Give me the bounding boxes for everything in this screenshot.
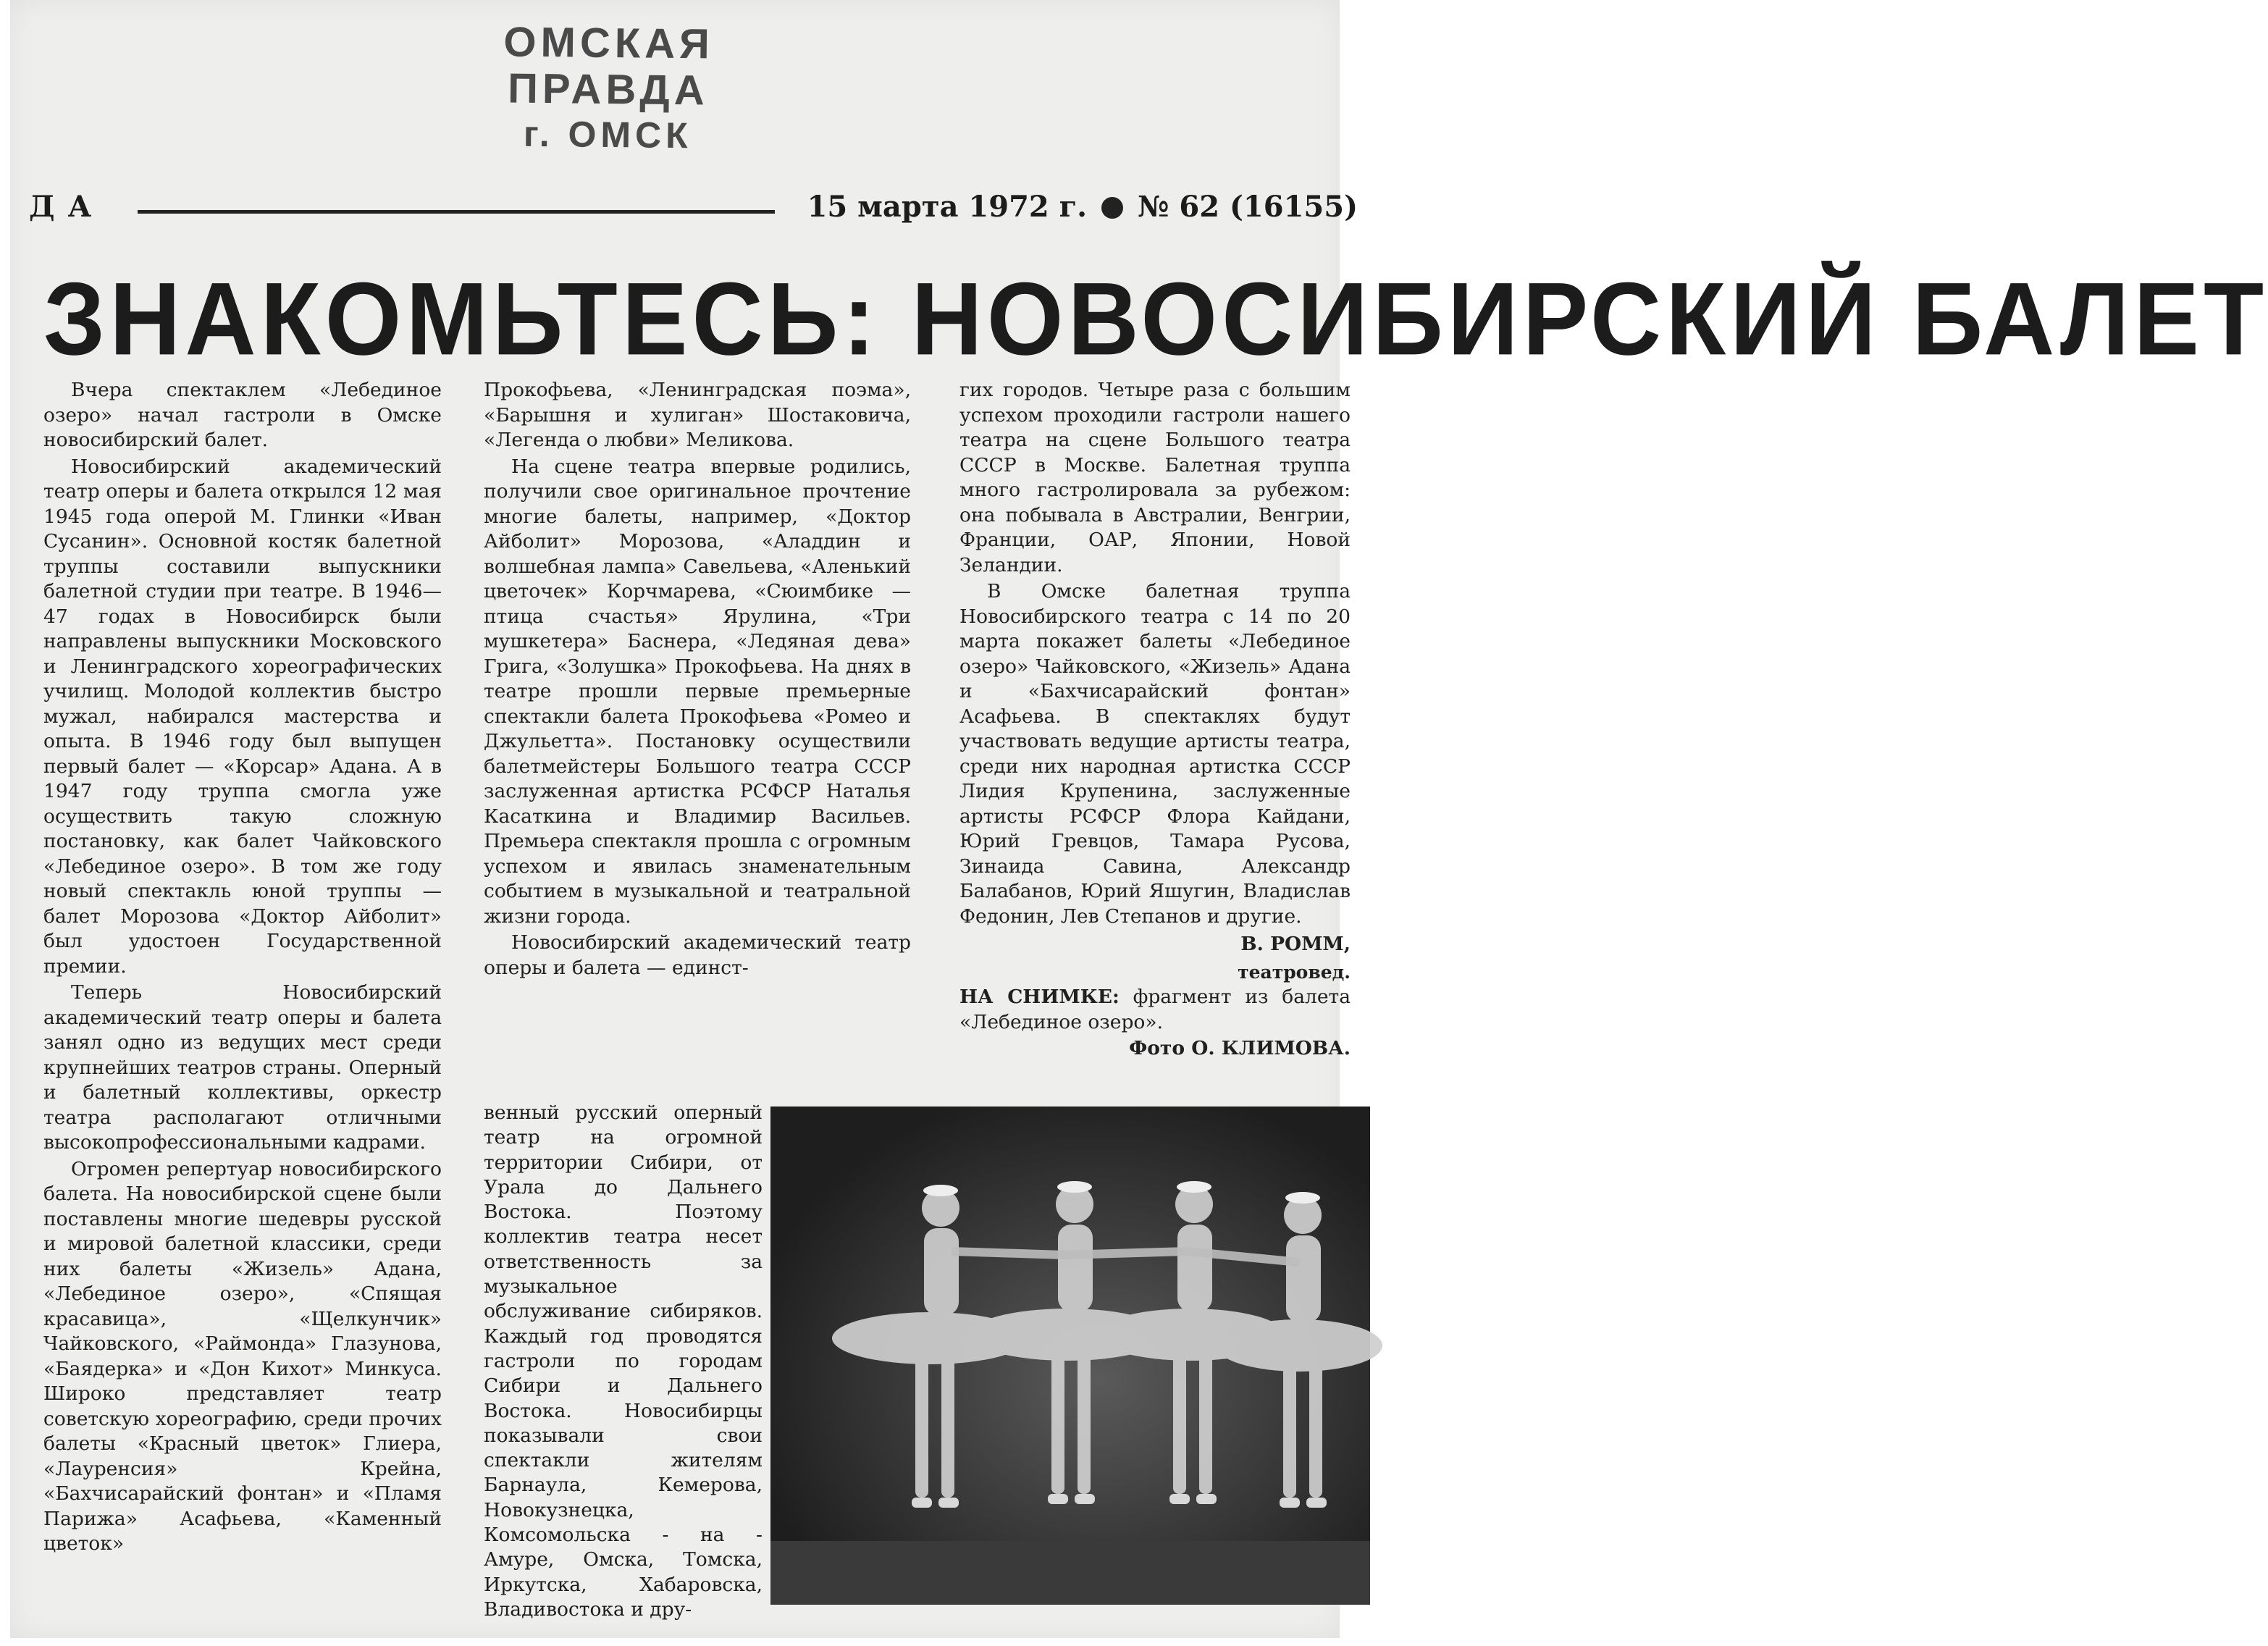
- masthead-rule: [138, 210, 775, 214]
- masthead-right: [807, 190, 1358, 224]
- newspaper-stamp: [405, 18, 812, 159]
- article-column-2-narrow: венный русский оперный театр на огромной территории Сибири, от Урала до Дальнего Востока. Поэтому коллектив театра несет ответственность за музыкальное обслуживание сибиряков. Каждый год проводятся гастроли по городам Сибири и Дальнего Востока. Новосибирцы показывали свои спектакли жителям Барнаула, Кемерова, Новокузнецка, Комсомольска - на - Амуре, Омска, Томска, Иркутска, Хабаровска, Владивостока и дру-: [484, 1101, 763, 1621]
- stamp-line-2: г. ОМСК: [523, 113, 693, 156]
- paragraph: Новосибирский академический театр оперы и балета открылся 12 мая 1945 года оперой М. Глинки «Иван Сусанин». Основной костяк балетной труппы составили выпускники балетной студии при театре. В 1946—47 годах в Новосибирск были направлены выпускники Московского и Ленинградского хореографических училищ. Молодой коллектив быстро мужал, набирался мастерства и опыта. В 1946 году был выпущен первый балет — «Корсар» Адана. А в 1947 году труппа смогла уже осуществить такую сложную постановку, как балет Чайковского «Лебединое озеро». В том же году новый спектакль юной труппы — балет Морозова «Доктор Айболит» был удостоен Государственной премии.: [43, 455, 442, 978]
- ballet-dancers-image: [770, 1107, 1370, 1605]
- issue-number: № 62 (16155): [1137, 190, 1358, 224]
- masthead-left: ДА: [29, 190, 105, 224]
- photo-credit: Фото О. КЛИМОВА.: [1129, 1037, 1351, 1059]
- author-role: театровед.: [1238, 961, 1351, 983]
- bullet-icon: [1101, 197, 1123, 219]
- paragraph: Теперь Новосибирский академический театр оперы и балета занял одно из ведущих мест среди крупнейших театров страны. Оперный и балетный коллективы, оркестр театра располагают отличными высокопрофессиональными кадрами.: [43, 981, 442, 1154]
- issue-date: 15 марта 1972 г.: [807, 190, 1088, 224]
- masthead: [29, 190, 1358, 233]
- paragraph: На сцене театра впервые родились, получили свое оригинальное прочтение многие балеты, например, «Доктор Айболит» Морозова, «Аладдин и волшебная лампа» Савельева, «Аленький цветочек» Корчмарева, «Сюимбике — птица счастья» Ярулина, «Три мушкетера» Баснера, «Ледяная дева» Грига, «Золушка» Прокофьева. На днях в театре прошли первые премьерные спектакли балета Прокофьева «Ромео и Джульетта». Постановку осуществили балетмейстеры Большого театра СССР заслуженная артистка РСФСР Наталья Касаткина и Владимир Васильев. Премьера спектакля прошла с огромным успехом и явилась знаменательным событием в музыкальной и театральной жизни города.: [484, 455, 911, 928]
- author-name: В. РОММ,: [1240, 933, 1351, 955]
- article-column-2: [484, 378, 911, 982]
- caption-text: фрагмент из балета «Лебединое озеро».: [959, 986, 1351, 1033]
- caption-label: НА СНИМКЕ:: [959, 986, 1120, 1008]
- article-column-1: [43, 378, 442, 1558]
- ballet-photo: [770, 1107, 1370, 1605]
- paragraph: Новосибирский академический театр оперы и балета — единст-: [484, 931, 911, 979]
- paragraph: Прокофьева, «Ленинградская поэма», «Барышня и хулиган» Шостаковича, «Легенда о любви» Меликова.: [484, 379, 911, 451]
- stamp-line-1: ОМСКАЯ ПРАВДА: [503, 18, 715, 114]
- photo-caption: [959, 985, 1351, 1035]
- article-column-3: [959, 378, 1351, 1062]
- paragraph: В Омске балетная труппа Новосибирского театра с 14 по 20 марта покажет балеты «Лебединое озеро» Чайковского, «Жизель» Адана и «Бахчисарайский фонтан» Асафьева. В спектаклях будут участвовать ведущие артисты театра, среди них народная артистка СССР Лидия Крупенина, заслуженные артисты РСФСР Флора Кайдани, Юрий Гревцов, Тамара Русова, Зинаида Савина, Александр Балабанов, Юрий Яшугин, Владислав Федонин, Лев Степанов и другие.: [959, 580, 1351, 928]
- paragraph: Вчера спектаклем «Лебединое озеро» начал гастроли в Омске новосибирский балет.: [43, 379, 442, 451]
- headline: ЗНАКОМЬТЕСЬ: НОВОСИБИРСКИЙ БАЛЕТ: [43, 261, 2268, 377]
- paragraph: гих городов. Четыре раза с большим успехом проходили гастроли нашего театра на сцене Большого театра СССР в Москве. Балетная труппа много гастролировала за рубежом: она побывала в Австралии, Венгрии, Франции, ОАР, Японии, Новой Зеландии.: [959, 379, 1351, 576]
- paragraph: Огромен репертуар новосибирского балета. На новосибирской сцене были поставлены многие шедевры русской и мировой балетной классики, среди них балеты «Жизель» Адана, «Лебединое озеро», «Спящая красавица», «Щелкунчик» Чайковского, «Раймонда» Глазунова, «Баядерка» и «Дон Кихот» Минкуса. Широко представляет театр советскую хореографию, среди прочих балеты «Красный цветок» Глиера, «Лауренсия» Крейна, «Бахчисарайский фонтан» и «Пламя Парижа» Асафьева, «Каменный цветок»: [43, 1157, 442, 1555]
